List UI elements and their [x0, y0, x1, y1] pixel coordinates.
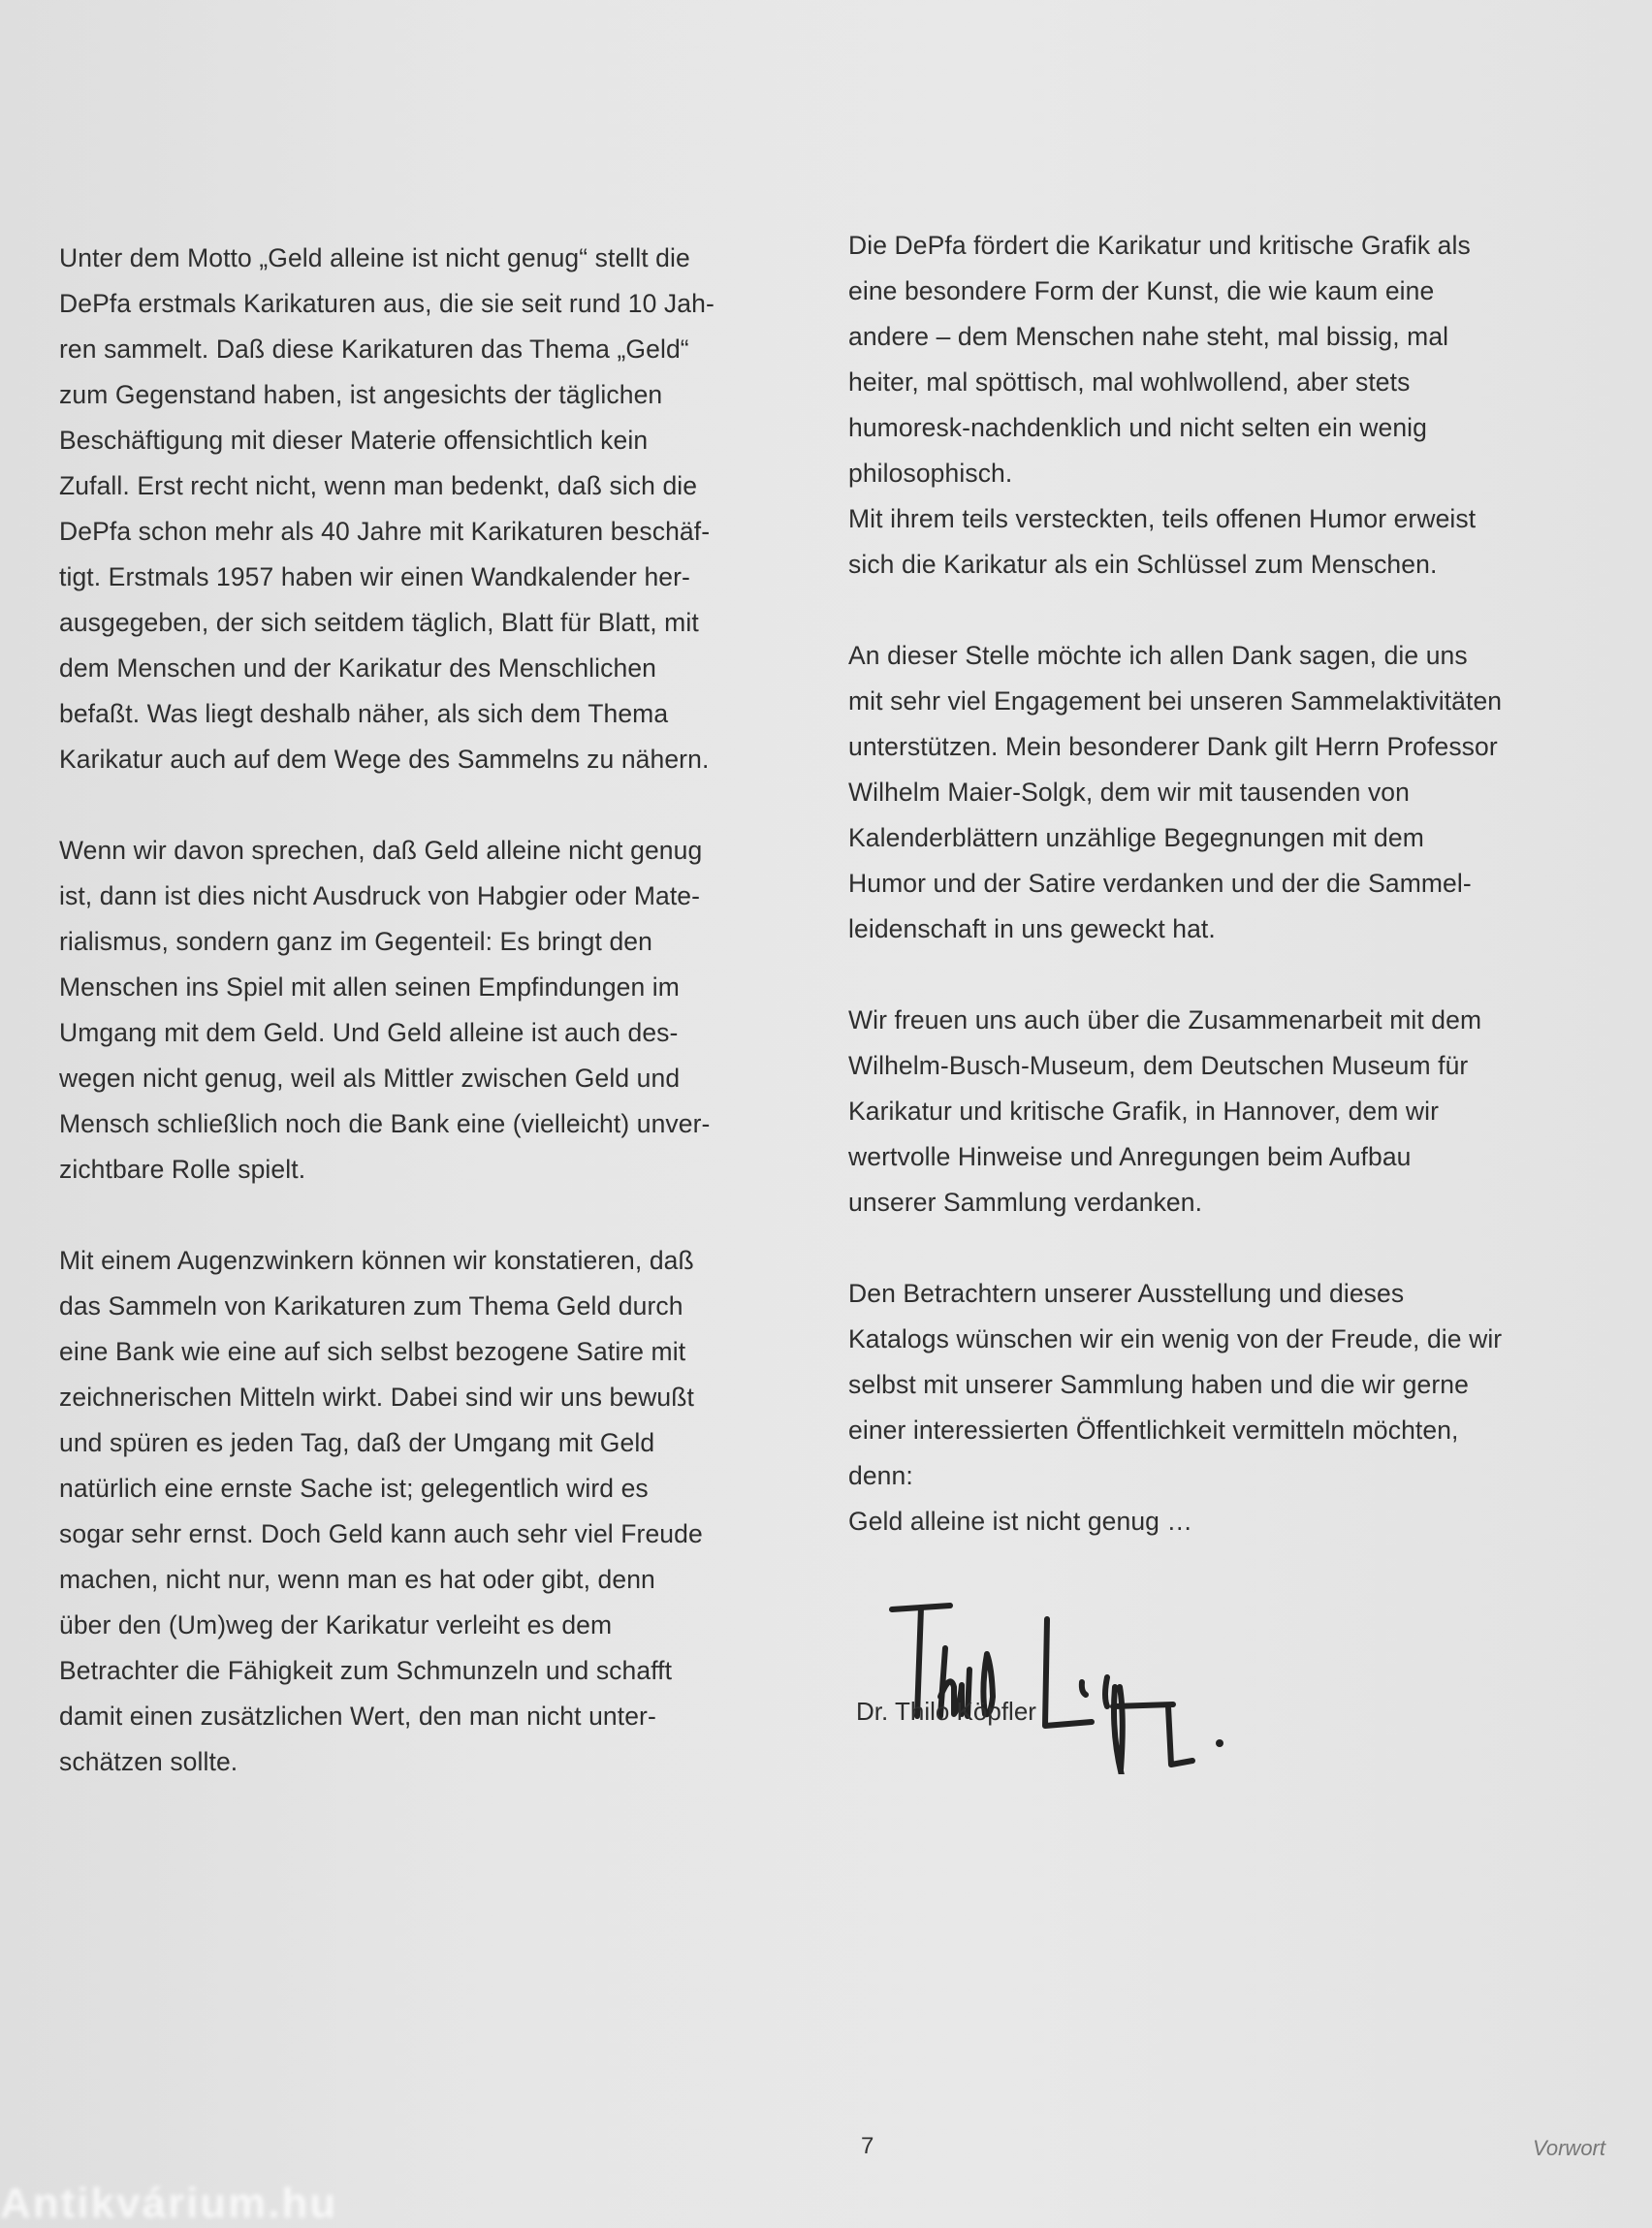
- signatory-name: Dr. Thilo Köpfler: [856, 1697, 1036, 1726]
- text-line: philosophisch.: [848, 459, 1013, 488]
- text-line: Menschen ins Spiel mit allen seinen Empfindungen im: [59, 972, 680, 1002]
- text-line: unserer Sammlung verdanken.: [848, 1188, 1203, 1217]
- text-line: unterstützen. Mein besonderer Dank gilt Herrn Professor: [848, 732, 1498, 761]
- paragraph: [848, 633, 1624, 952]
- text-line: denn:: [848, 1461, 913, 1490]
- text-line: Mit ihrem teils versteckten, teils offenen Humor erweist: [848, 504, 1477, 533]
- section-label: Vorwort: [1533, 2136, 1605, 2160]
- text-line: selbst mit unserer Sammlung haben und die wir gerne: [848, 1370, 1469, 1399]
- text-line: eine Bank wie eine auf sich selbst bezogene Satire mit: [59, 1337, 686, 1366]
- text-line: Mit einem Augenzwinkern können wir konstatieren, daß: [59, 1246, 694, 1275]
- handwritten-signature: [853, 1571, 1299, 1774]
- text-line: Umgang mit dem Geld. Und Geld alleine ist auch des-: [59, 1018, 679, 1047]
- text-line: zeichnerischen Mitteln wirkt. Dabei sind wir uns bewußt: [59, 1383, 695, 1412]
- text-line: sogar sehr ernst. Doch Geld kann auch sehr viel Freude: [59, 1519, 703, 1548]
- text-line: sich die Karikatur als ein Schlüssel zum Menschen.: [848, 550, 1438, 579]
- text-line: schätzen sollte.: [59, 1747, 238, 1776]
- text-line: Die DePfa fördert die Karikatur und kritische Grafik als: [848, 231, 1471, 260]
- text-line: das Sammeln von Karikaturen zum Thema Geld durch: [59, 1291, 683, 1321]
- text-line: zum Gegenstand haben, ist angesichts der täglichen: [59, 380, 663, 409]
- watermark: Antikvárium.hu: [0, 2180, 338, 2227]
- text-line: rialismus, sondern ganz im Gegenteil: Es bringt den: [59, 927, 652, 956]
- text-line: dem Menschen und der Karikatur des Menschlichen: [59, 653, 656, 683]
- text-line: Wilhelm-Busch-Museum, dem Deutschen Museum für: [848, 1051, 1469, 1080]
- text-line: Karikatur und kritische Grafik, in Hannover, dem wir: [848, 1097, 1440, 1126]
- text-line: andere – dem Menschen nahe steht, mal bissig, mal: [848, 322, 1449, 351]
- text-line: über den (Um)weg der Karikatur verleiht es dem: [59, 1610, 613, 1639]
- text-line: zichtbare Rolle spielt.: [59, 1155, 306, 1184]
- text-line: tigt. Erstmals 1957 haben wir einen Wandkalender her-: [59, 562, 690, 591]
- text-line: damit einen zusätzlichen Wert, den man nicht unter-: [59, 1702, 656, 1731]
- left-column: [59, 236, 806, 1830]
- text-line: befaßt. Was liegt deshalb näher, als sich dem Thema: [59, 699, 669, 728]
- text-line: Wilhelm Maier-Solgk, dem wir mit tausenden von: [848, 778, 1410, 807]
- text-line: Kalenderblättern unzählige Begegnungen mit dem: [848, 823, 1424, 852]
- text-line: mit sehr viel Engagement bei unseren Sammelaktivitäten: [848, 686, 1503, 716]
- text-line: Wir freuen uns auch über die Zusammenarbeit mit dem: [848, 1005, 1482, 1034]
- paragraph: [848, 223, 1624, 496]
- text-line: wertvolle Hinweise und Anregungen beim Aufbau: [848, 1142, 1412, 1171]
- text-line: humoresk-nachdenklich und nicht selten ein wenig: [848, 413, 1427, 442]
- paragraph: [848, 496, 1624, 588]
- text-line: DePfa erstmals Karikaturen aus, die sie seit rund 10 Jah-: [59, 289, 715, 318]
- text-line: Unter dem Motto „Geld alleine ist nicht genug“ stellt die: [59, 243, 690, 272]
- text-line: und spüren es jeden Tag, daß der Umgang mit Geld: [59, 1428, 655, 1457]
- text-line: heiter, mal spöttisch, mal wohlwollend, aber stets: [848, 367, 1411, 397]
- text-line: leidenschaft in uns geweckt hat.: [848, 914, 1216, 943]
- text-line: Karikatur auch auf dem Wege des Sammelns zu nähern.: [59, 745, 710, 774]
- text-line: einer interessierten Öffentlichkeit vermitteln möchten,: [848, 1416, 1459, 1445]
- text-line: An dieser Stelle möchte ich allen Dank sagen, die uns: [848, 641, 1468, 670]
- paragraph: [848, 998, 1624, 1225]
- right-column: [848, 223, 1624, 1590]
- text-line: Beschäftigung mit dieser Materie offensichtlich kein: [59, 426, 649, 455]
- text-line: Geld alleine ist nicht genug …: [848, 1507, 1193, 1536]
- paragraph: [59, 1238, 806, 1785]
- page-number: 7: [861, 2133, 874, 2159]
- text-line: Katalogs wünschen wir ein wenig von der Freude, die wir: [848, 1324, 1503, 1353]
- text-line: ist, dann ist dies nicht Ausdruck von Habgier oder Mate-: [59, 881, 701, 910]
- text-line: Betrachter die Fähigkeit zum Schmunzeln und schafft: [59, 1656, 673, 1685]
- text-line: machen, nicht nur, wenn man es hat oder gibt, denn: [59, 1565, 655, 1594]
- text-line: eine besondere Form der Kunst, die wie kaum eine: [848, 276, 1435, 305]
- paragraph: [59, 236, 806, 782]
- text-line: ren sammelt. Daß diese Karikaturen das Thema „Geld“: [59, 334, 689, 364]
- text-line: Den Betrachtern unserer Ausstellung und dieses: [848, 1279, 1405, 1308]
- text-line: Zufall. Erst recht nicht, wenn man bedenkt, daß sich die: [59, 471, 698, 500]
- text-line: Wenn wir davon sprechen, daß Geld alleine nicht genug: [59, 836, 703, 865]
- text-line: Mensch schließlich noch die Bank eine (vielleicht) unver-: [59, 1109, 711, 1138]
- text-line: ausgegeben, der sich seitdem täglich, Blatt für Blatt, mit: [59, 608, 699, 637]
- text-line: DePfa schon mehr als 40 Jahre mit Karikaturen beschäf-: [59, 517, 711, 546]
- paragraph: [848, 1271, 1624, 1544]
- text-line: wegen nicht genug, weil als Mittler zwischen Geld und: [59, 1064, 681, 1093]
- text-line: natürlich eine ernste Sache ist; gelegentlich wird es: [59, 1474, 649, 1503]
- paragraph: [59, 828, 806, 1193]
- text-line: Humor und der Satire verdanken und der die Sammel-: [848, 869, 1472, 898]
